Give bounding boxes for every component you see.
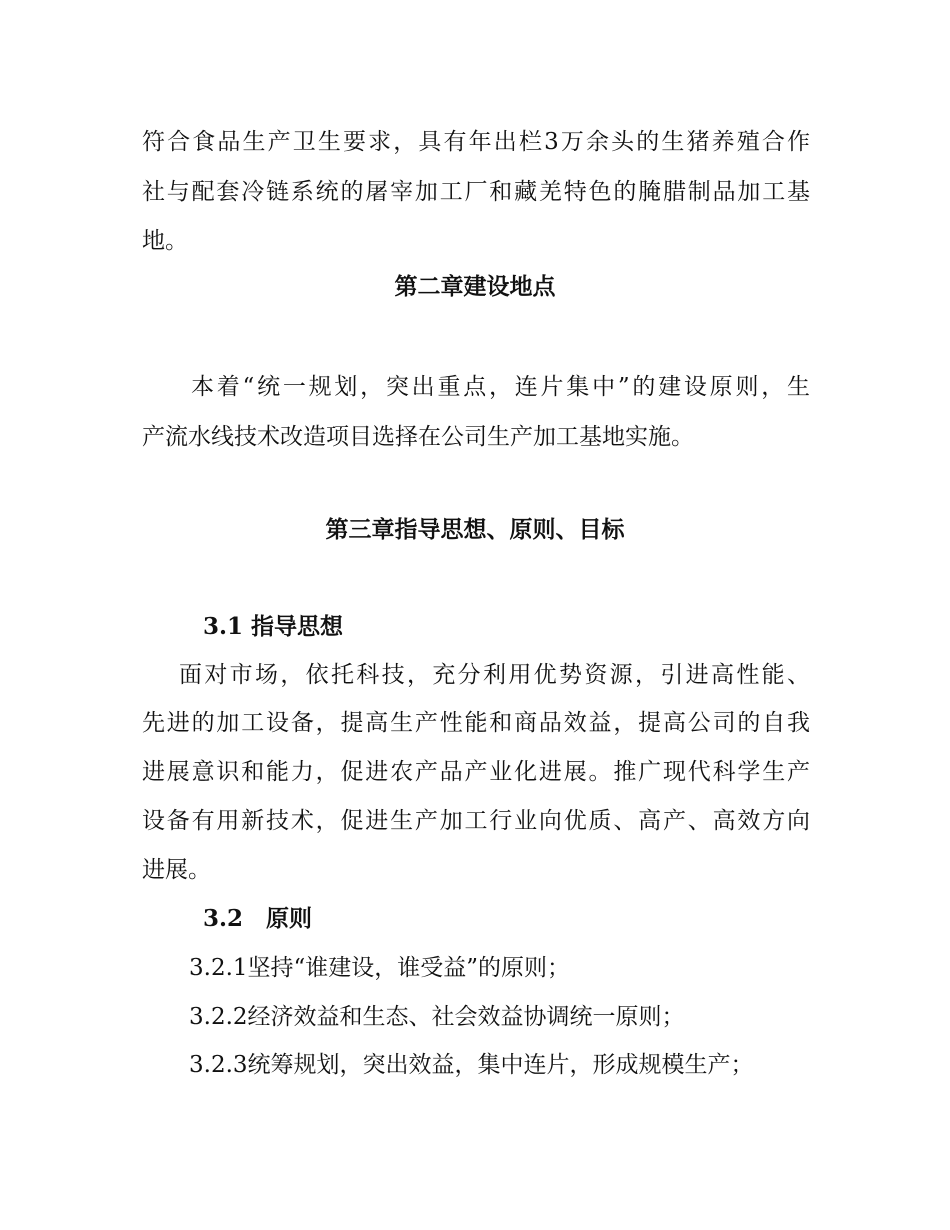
paragraph-line: 产流水线技术改造项目选择在公司生产加工基地实施。 [142,424,694,450]
paragraph-line: 进展意识和能力，促进农产品产业化进展。推广现代科学生产 [142,759,810,785]
list-item: 3.2.2经济效益和生态、社会效益协调统一原则； [189,1004,685,1030]
paragraph-line: 面对市场，依托科技，充分利用优势资源，引进高性能、 [179,662,810,688]
section-3-1-title: 3.1 指导思想 [203,613,344,640]
section-3-2-title: 3.2 原则 [203,905,313,932]
paragraph-line: 地。 [142,228,188,254]
paragraph-line: 本着“统一规划，突出重点，连片集中”的建设原则，生 [191,374,810,400]
paragraph-line: 进展。 [142,857,211,883]
paragraph-line: 先进的加工设备，提高生产性能和商品效益，提高公司的自我 [142,710,810,736]
chapter-2-title: 第二章建设地点 [394,273,556,300]
list-item: 3.2.1坚持“谁建设，谁受益”的原则； [189,955,571,981]
paragraph-line: 设备有用新技术，促进生产加工行业向优质、高产、高效方向 [142,808,810,834]
paragraph-line: 社与配套冷链系统的屠宰加工厂和藏羌特色的腌腊制品加工基 [142,179,810,205]
paragraph-line: 符合食品生产卫生要求，具有年出栏3万余头的生猪养殖合作 [142,129,810,155]
chapter-3-title: 第三章指导思想、原则、目标 [325,516,625,543]
list-item: 3.2.3统筹规划，突出效益，集中连片，形成规模生产； [189,1052,754,1078]
